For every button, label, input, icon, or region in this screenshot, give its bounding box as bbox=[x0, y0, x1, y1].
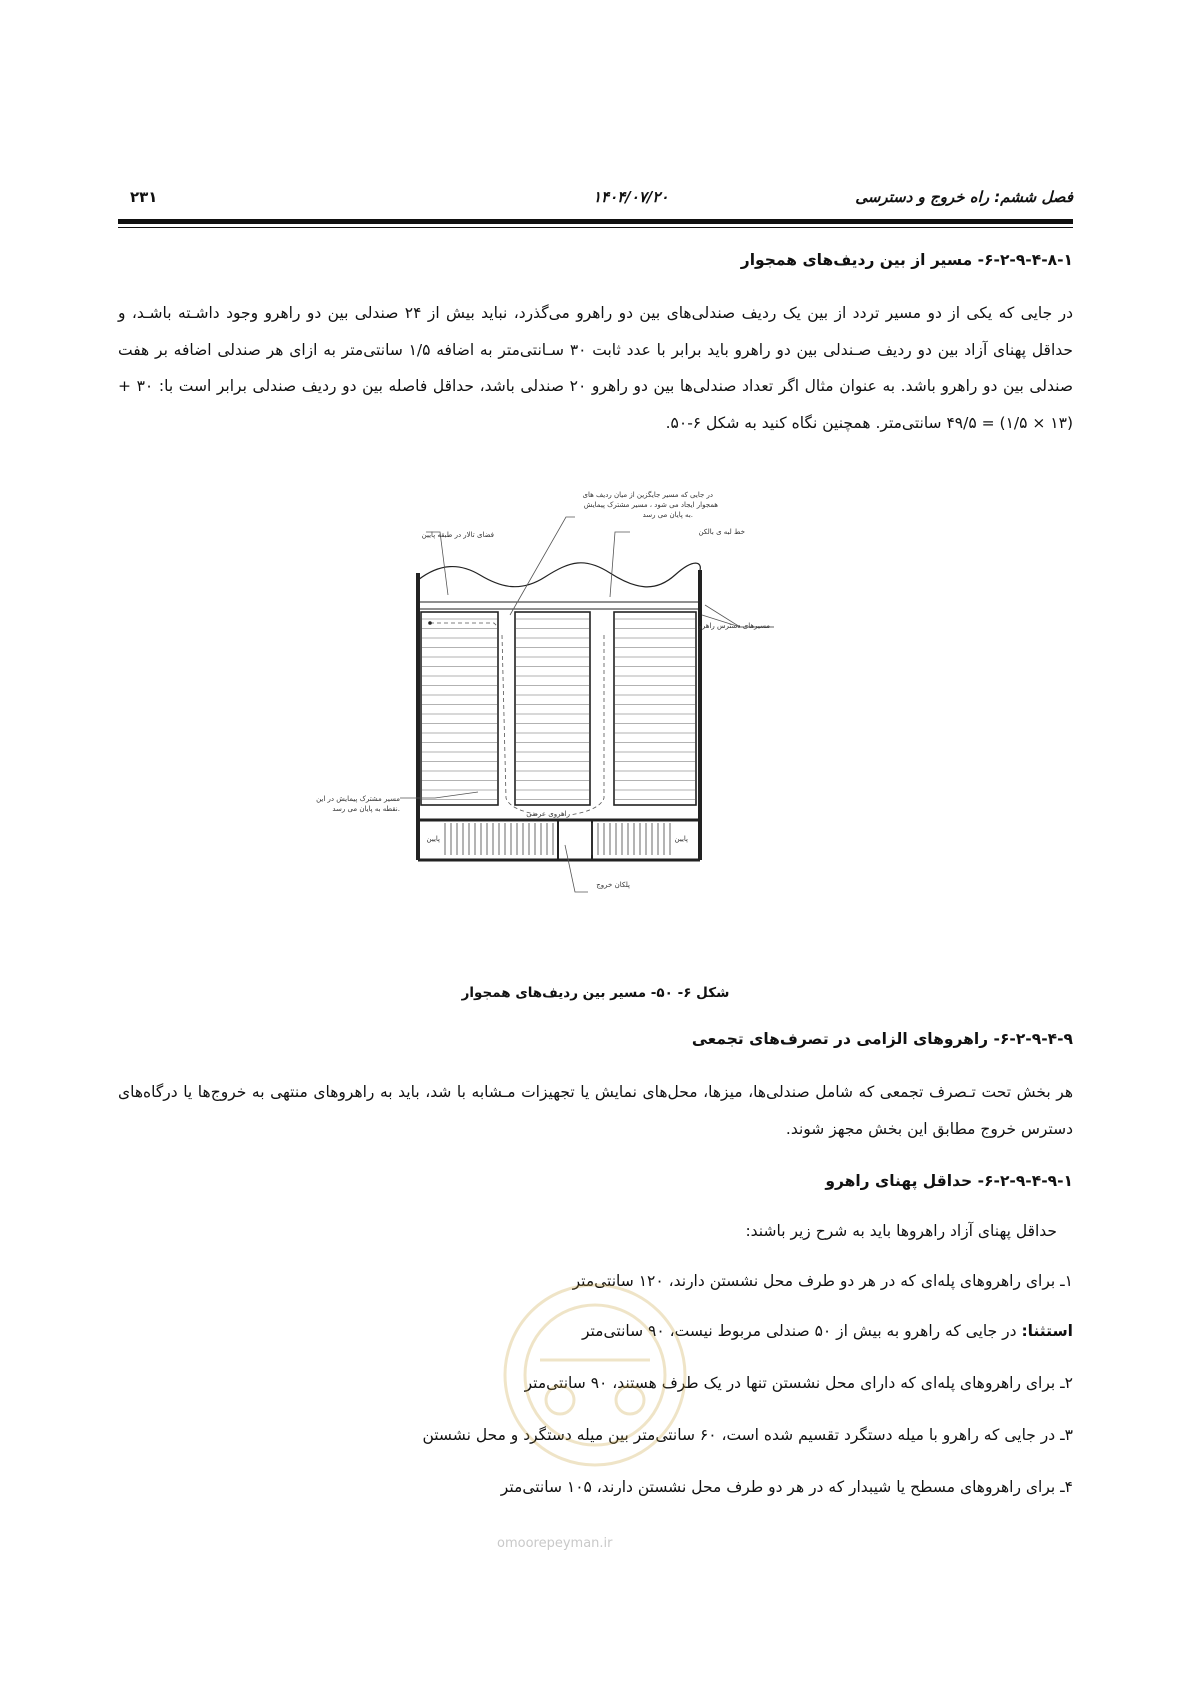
section-heading: ۶-۲-۹-۴-۹-۱- حداقل پهنای راهرو bbox=[825, 1172, 1073, 1190]
section-heading: ۶-۲-۹-۴-۸-۱- مسیر از بین ردیف‌های همجوار bbox=[740, 251, 1073, 269]
chapter-title: فصل ششم: راه خروج و دسترسی bbox=[855, 188, 1073, 206]
label-down-right: پایین bbox=[674, 835, 688, 843]
label-common-path-2: نقطه به پایان می رسد. bbox=[332, 805, 400, 813]
label-common-path-1: مسیر مشترک پیمایش در این bbox=[316, 795, 400, 803]
watermark-site: omoorepeyman.ir bbox=[497, 1536, 613, 1551]
header-rule-thin bbox=[118, 227, 1073, 228]
label-alternate-path-3: به پایان می رسد. bbox=[642, 511, 693, 519]
section-heading: ۶-۲-۹-۴-۹- راهروهای الزامی در تصرف‌های تجمعی bbox=[691, 1030, 1073, 1048]
figure-adjacent-rows-diagram bbox=[316, 491, 770, 965]
list-intro: حداقل پهنای آزاد راهروها باید به شرح زیر باشند: bbox=[745, 1222, 1057, 1240]
label-exit-stair: پلکان خروج bbox=[596, 881, 630, 889]
leader-balcony-edge bbox=[610, 532, 630, 597]
leader-lower-floor bbox=[426, 532, 448, 595]
list-item: ۳ـ در جایی که راهرو با میله دستگرد تقسیم شده است، ۶۰ سانتی‌متر بین میله دستگرد و محل نشستن bbox=[422, 1426, 1073, 1444]
seating-block-middle bbox=[515, 612, 590, 805]
list-item: ۴ـ برای راهروهای مسطح یا شیبدار که در هر دو طرف محل نشستن دارند، ۱۰۵ سانتی‌متر bbox=[500, 1478, 1073, 1496]
header-date: ۱۴۰۴/۰۷/۲۰ bbox=[593, 188, 669, 206]
leader-common-path bbox=[400, 792, 478, 798]
label-balcony-edge: خط لبه ی بالکن bbox=[698, 528, 745, 536]
header-rule-thick bbox=[118, 219, 1073, 224]
label-cross-aisle: راهروی عرضی bbox=[526, 810, 570, 818]
leader-exit-stair bbox=[565, 845, 588, 892]
watermark-seal bbox=[480, 1270, 710, 1480]
label-alternate-path-1: در جایی که مسیر جایگزین از میان ردیف های bbox=[582, 491, 713, 499]
exception-text: در جایی که راهرو به بیش از ۵۰ صندلی مربوط نیست، ۹۰ سانتی‌متر bbox=[581, 1322, 1022, 1340]
list-item: ۲ـ برای راهروهای پله‌ای که دارای محل نشستن تنها در یک طرف هستند، ۹۰ سانتی‌متر bbox=[524, 1374, 1073, 1392]
label-lower-floor: فضای تالار در طبقه پایین bbox=[421, 531, 494, 539]
page-number: ۲۳۱ bbox=[130, 188, 158, 206]
seating-block-right bbox=[614, 612, 696, 805]
list-item: ۱ـ برای راهروهای پله‌ای که در هر دو طرف محل نشستن دارند، ۱۲۰ سانتی‌متر bbox=[572, 1272, 1073, 1290]
label-alternate-path-2: همجوار ایجاد می شود ، مسیر مشترک پیمایش bbox=[583, 501, 718, 509]
balcony-edge-line bbox=[418, 563, 700, 587]
seating-block-left bbox=[421, 612, 498, 805]
label-down-left: پایین bbox=[426, 835, 440, 843]
body-paragraph: هر بخش تحت تـصرف تجمعی که شامل صندلی‌ها، میزها، محل‌های نمایش یا تجهیزات مـشابه با شد، باید به راهروهای منتهی به خروج‌ها یا درگاه‌های دسترس خروج مطابق این بخش مجهز شوند. bbox=[118, 1083, 1073, 1138]
figure-caption: شکل ۶- ۵۰- مسیر بین ردیف‌های همجوار bbox=[461, 985, 730, 1001]
body-paragraph: در جایی که یکی از دو مسیر تردد از بین یک ردیف صندلی‌های بین دو راهرو می‌گذرد، نباید بیش از ۲۴ صندلی بین دو راهرو وجود داشـته باشـد، و حداقل پهنای آزاد بین دو ردیف صـندلی بین دو راهرو باید برابر با عدد ثابت ۳۰ سـانتی‌متر به اضافه ۱/۵ سانتی‌متر به ازای هر صندلی اضافه بر هفت صندلی بین دو راهرو باشد. به عنوان مثال اگر تعداد صندلی‌ها بین دو راهرو ۲۰ صندلی باشد، حداقل فاصله بین دو ردیف صندلی برابر است با: ۳۰ + (۱۳ × ۱/۵) = ۴۹/۵ سانتی‌متر. همچنین نگاه کنید به شکل ۶-۵۰. bbox=[118, 304, 1074, 432]
running-header bbox=[118, 188, 1073, 216]
label-aisle-access: مسیرهای دسترس راهرو bbox=[698, 622, 770, 630]
exception-label: استثنا: bbox=[1021, 1322, 1073, 1340]
